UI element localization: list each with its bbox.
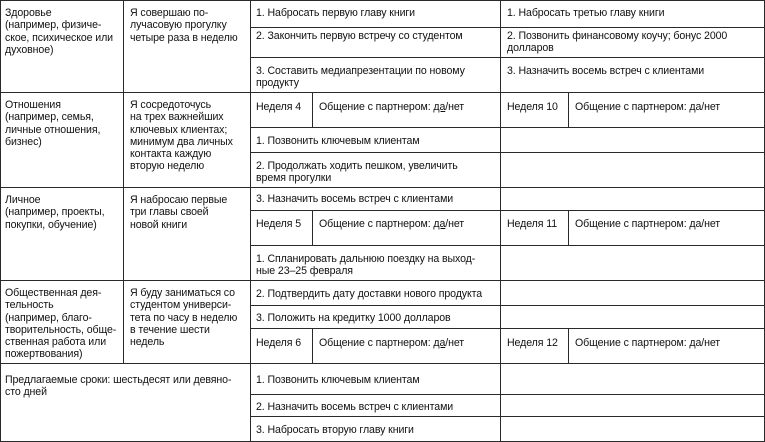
task-item: 3. Назначить восемь встреч с клиентами — [507, 65, 705, 77]
task-item: 2. Подтвердить дату доставки нового продукта — [256, 288, 483, 300]
week-cell-divider — [568, 92, 569, 127]
week-label: Неделя 4 — [256, 101, 301, 113]
task-item: 3. Составить медиапрезентации по новому продукту — [256, 65, 465, 90]
week-label: Неделя 6 — [256, 337, 301, 349]
table-left-border — [0, 0, 1, 442]
task-item: 1. Позвонить ключевым клиентам — [256, 374, 420, 386]
goal-community: Я буду заниматься со студентом универси- тета по часу в неделю в течение шести недель — [130, 287, 238, 349]
area-label-personal: Личное (например, проекты, покупки, обучение) — [5, 194, 105, 231]
timeline-label: Предлагаемые сроки: шестьдесят или девяно- сто дней — [5, 374, 232, 399]
row-divider — [250, 394, 765, 395]
column-divider — [250, 0, 251, 442]
row-divider — [250, 127, 765, 128]
week-cell-divider — [568, 328, 569, 363]
task-item: 1. Спланировать дальнюю поездку на выход- ные 23–25 февраля — [256, 253, 476, 278]
week-label: Неделя 11 — [507, 218, 557, 230]
area-label-health: Здоровье (например, физиче- ское, психическое или духовное) — [5, 7, 113, 56]
week-cell-divider — [312, 92, 313, 127]
column-divider — [123, 0, 124, 363]
partner-contact: Общение с партнером: да/нет — [575, 218, 721, 230]
partner-contact: Общение с партнером: да/нет — [319, 218, 465, 230]
row-divider — [250, 416, 765, 417]
task-item: 3. Положить на кредитку 1000 долларов — [256, 312, 451, 324]
row-divider — [250, 245, 765, 246]
partner-yes: да — [433, 218, 446, 230]
partner-contact: Общение с партнером: да/нет — [575, 101, 721, 113]
task-item: 2. Назначить восемь встреч с клиентами — [256, 401, 454, 413]
partner-contact: Общение с партнером: да/нет — [319, 337, 465, 349]
section-divider — [0, 187, 765, 188]
section-divider — [0, 92, 765, 93]
goal-relationships: Я сосредоточусь на трех важнейших ключевых клиентах; минимум два личных контакта каждую вторую неделю — [130, 99, 233, 173]
row-divider — [250, 305, 765, 306]
row-divider — [250, 57, 765, 58]
task-item: 3. Набросать вторую главу книги — [256, 424, 414, 436]
area-label-community: Общественная дея- тельность (например, благо- творительность, обще- ственная работа или пожертвования) — [5, 287, 117, 361]
task-item: 2. Позвонить финансовому коучу; бонус 2000 долларов — [507, 30, 728, 55]
table-top-border — [0, 0, 765, 1]
task-item: 1. Набросать третью главу книги — [507, 7, 665, 19]
area-label-relationships: Отношения (например, семья, личные отношения, бизнес) — [5, 99, 101, 148]
partner-contact: Общение с партнером: да/нет — [575, 337, 721, 349]
week-cell-divider — [568, 210, 569, 245]
week-label: Неделя 10 — [507, 101, 558, 113]
partner-yes: да — [433, 337, 446, 349]
task-item: 2. Продолжать ходить пешком, увеличить время прогулки — [256, 160, 458, 185]
task-item: 1. Набросать первую главу книги — [256, 7, 415, 19]
row-divider — [250, 210, 765, 211]
column-divider — [500, 0, 501, 442]
goal-personal: Я набросаю первые три главы своей новой книги — [130, 194, 228, 231]
row-divider — [250, 27, 765, 28]
section-divider — [0, 280, 765, 281]
partner-yes: да — [433, 101, 446, 113]
row-divider — [250, 152, 765, 153]
week-cell-divider — [312, 210, 313, 245]
task-item: 2. Закончить первую встречу со студентом — [256, 30, 463, 42]
task-item: 1. Позвонить ключевым клиентам — [256, 135, 420, 147]
row-divider — [250, 328, 765, 329]
week-label: Неделя 12 — [507, 337, 558, 349]
goal-health: Я совершаю по- лучасовую прогулку четыре раза в неделю — [130, 7, 238, 44]
week-label: Неделя 5 — [256, 218, 301, 230]
task-item: 3. Назначить восемь встреч с клиентами — [256, 193, 454, 205]
week-cell-divider — [312, 328, 313, 363]
section-divider — [0, 363, 765, 364]
partner-contact: Общение с партнером: да/нет — [319, 101, 465, 113]
